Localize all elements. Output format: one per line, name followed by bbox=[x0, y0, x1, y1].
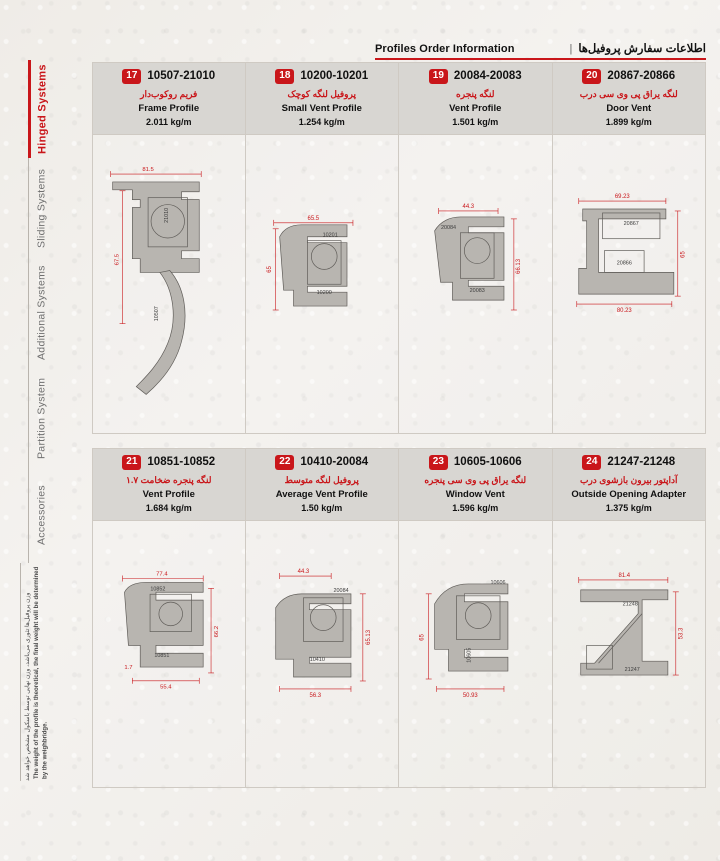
dim-label: 81.4 bbox=[618, 572, 630, 579]
profile-card-10200-10201[interactable] bbox=[246, 62, 400, 434]
card-code: 10605-10606 bbox=[453, 456, 522, 469]
side-rail bbox=[14, 60, 50, 800]
card-code: 10410-20084 bbox=[300, 456, 369, 469]
card-code: 10507-21010 bbox=[147, 70, 216, 83]
card-code: 21247-21248 bbox=[607, 456, 676, 469]
part-label: 10851 bbox=[154, 652, 170, 659]
card-weight: 1.684 kg/m bbox=[145, 502, 192, 513]
rail-label: Additional Systems bbox=[35, 265, 48, 361]
part-label: 10605 bbox=[466, 647, 473, 663]
dim-label: 77.4 bbox=[156, 571, 168, 578]
card-name-fa: فریم روکوب‌دار bbox=[140, 88, 198, 99]
dim-label: 67.5 bbox=[114, 253, 121, 265]
rail-item-additional-systems[interactable] bbox=[28, 258, 50, 368]
dim-label: 50.93 bbox=[462, 692, 478, 699]
dim-label: 65 bbox=[680, 250, 687, 258]
card-name-fa: آداپتور بیرون بازشوی درب bbox=[579, 474, 678, 485]
dim-label: 44.3 bbox=[462, 203, 475, 210]
dim-label: 65 bbox=[419, 633, 426, 641]
dim-label: 44.3 bbox=[297, 568, 309, 575]
profile-card-10851-10852[interactable] bbox=[92, 448, 246, 788]
card-drawing bbox=[553, 521, 706, 788]
rail-item-sliding-systems[interactable] bbox=[28, 158, 50, 258]
card-drawing bbox=[399, 135, 552, 434]
card-weight: 1.596 kg/m bbox=[452, 502, 499, 513]
card-number-badge: 23 bbox=[429, 455, 448, 470]
card-name-en: Frame Profile bbox=[138, 102, 200, 114]
part-label: 20084 bbox=[440, 224, 457, 231]
part-label: 10201 bbox=[322, 232, 338, 239]
card-number-badge: 18 bbox=[275, 69, 294, 84]
part-label: 10852 bbox=[150, 585, 166, 592]
card-weight: 1.50 kg/m bbox=[301, 502, 343, 513]
part-label: 20084 bbox=[333, 587, 349, 594]
profile-drawing-svg bbox=[399, 521, 552, 788]
profile-drawing-svg bbox=[246, 135, 399, 434]
part-label: 10507 bbox=[153, 305, 160, 321]
card-name-en: Door Vent bbox=[606, 102, 652, 114]
card-drawing bbox=[246, 521, 399, 788]
rail-item-accessories[interactable] bbox=[28, 468, 50, 563]
card-code-line bbox=[559, 455, 700, 470]
part-label: 10410 bbox=[309, 656, 325, 663]
card-header bbox=[246, 63, 399, 135]
rail-label: Accessories bbox=[35, 485, 48, 546]
rail-label: Sliding Systems bbox=[35, 168, 48, 248]
card-name-fa: لنگه پنجره ضخامت ۱.۷ bbox=[126, 474, 212, 485]
card-name-en: Window Vent bbox=[445, 488, 505, 500]
card-name-en: Vent Profile bbox=[142, 488, 195, 500]
card-code-line bbox=[252, 69, 393, 84]
profile-drawing-svg bbox=[553, 521, 706, 788]
dim-label: 80.23 bbox=[616, 307, 632, 314]
profile-card-21247-21248[interactable] bbox=[553, 448, 707, 788]
card-drawing bbox=[553, 135, 706, 434]
dim-label: 66.13 bbox=[515, 258, 522, 274]
profile-drawing-svg bbox=[399, 135, 552, 434]
card-name-fa: پروفیل لنگه متوسط bbox=[284, 474, 359, 485]
card-code-line bbox=[405, 455, 546, 470]
profile-card-20084-20083[interactable] bbox=[399, 62, 553, 434]
dim-label: 69.23 bbox=[614, 193, 630, 200]
card-name-fa: لنگه پنجره bbox=[456, 88, 495, 99]
part-label: 21247 bbox=[624, 666, 640, 673]
profile-card-10410-20084[interactable] bbox=[246, 448, 400, 788]
card-header bbox=[246, 449, 399, 521]
card-header bbox=[93, 63, 245, 135]
card-header bbox=[399, 449, 552, 521]
card-code: 20084-20083 bbox=[453, 70, 522, 83]
header-title-en: Profiles Order Information bbox=[375, 43, 515, 55]
card-number-badge: 24 bbox=[582, 455, 601, 470]
card-weight: 1.375 kg/m bbox=[605, 502, 652, 513]
part-label: 21010 bbox=[163, 207, 170, 223]
card-header bbox=[93, 449, 245, 521]
dim-label: 53.3 bbox=[678, 627, 685, 639]
rail-item-hinged-systems[interactable] bbox=[28, 60, 50, 158]
dim-label: 81.5 bbox=[142, 166, 154, 173]
card-header bbox=[553, 449, 706, 521]
card-weight: 2.011 kg/m bbox=[145, 116, 192, 127]
card-drawing bbox=[93, 521, 245, 788]
dim-label: 65.13 bbox=[365, 629, 372, 645]
profile-card-10507-21010[interactable] bbox=[92, 62, 246, 434]
part-label: 21248 bbox=[622, 601, 638, 608]
card-code-line bbox=[99, 69, 239, 84]
part-label: 20866 bbox=[616, 259, 632, 266]
rail-label: Partition System bbox=[35, 377, 48, 459]
dim-label: 65 bbox=[266, 265, 273, 273]
part-label: 20083 bbox=[469, 287, 485, 294]
card-code-line bbox=[559, 69, 700, 84]
card-name-en: Average Vent Profile bbox=[275, 488, 368, 500]
weight-disclaimer-fa: وزن پروفیل‌ها تئوری می‌باشد، وزن نهایی توسط باسکول مشخص خواهد شد bbox=[24, 592, 31, 781]
rail-label: Hinged Systems bbox=[36, 64, 49, 154]
dim-label: 65.5 bbox=[307, 215, 319, 222]
card-code: 20867-20866 bbox=[607, 70, 676, 83]
part-label: 10200 bbox=[316, 289, 332, 296]
dim-label: 55.4 bbox=[160, 684, 172, 691]
card-name-fa: پروفیل لنگه کوچک bbox=[287, 88, 356, 99]
card-number-badge: 22 bbox=[275, 455, 294, 470]
header-title-fa: اطلاعات سفارش پروفیل‌ها bbox=[578, 43, 706, 55]
card-name-en: Vent Profile bbox=[449, 102, 502, 114]
card-drawing bbox=[93, 135, 245, 434]
card-name-fa: لنگه یراق پی وی سی درب bbox=[579, 88, 678, 99]
card-weight: 1.501 kg/m bbox=[452, 116, 499, 127]
card-name-fa: لنگه یراق پی وی سی پنجره bbox=[424, 474, 527, 485]
card-header bbox=[399, 63, 552, 135]
profiles-row-2 bbox=[92, 448, 706, 788]
card-code-line bbox=[252, 455, 393, 470]
part-label: 10606 bbox=[490, 579, 506, 586]
card-code-line bbox=[405, 69, 546, 84]
card-number-badge: 20 bbox=[582, 69, 601, 84]
card-weight: 1.254 kg/m bbox=[298, 116, 345, 127]
profiles-grid bbox=[92, 62, 706, 788]
profile-drawing-svg bbox=[246, 521, 399, 788]
card-weight: 1.899 kg/m bbox=[605, 116, 652, 127]
card-number-badge: 21 bbox=[122, 455, 141, 470]
card-name-en: Small Vent Profile bbox=[281, 102, 362, 114]
profiles-row-1 bbox=[92, 62, 706, 434]
card-code: 10200-10201 bbox=[300, 70, 369, 83]
page-header bbox=[375, 38, 706, 60]
profile-drawing-svg bbox=[93, 135, 245, 434]
profile-drawing-svg bbox=[553, 135, 706, 434]
header-separator: | bbox=[569, 43, 573, 55]
part-label: 20867 bbox=[623, 220, 639, 227]
profile-card-20867-20866[interactable] bbox=[553, 62, 707, 434]
dim-label: 1.7 bbox=[124, 664, 133, 671]
card-name-en: Outside Opening Adapter bbox=[571, 488, 687, 500]
card-drawing bbox=[399, 521, 552, 788]
rail-item-partition-system[interactable] bbox=[28, 368, 50, 468]
card-code-line bbox=[99, 455, 239, 470]
card-header bbox=[553, 63, 706, 135]
dim-label: 56.3 bbox=[309, 692, 321, 699]
card-drawing bbox=[246, 135, 399, 434]
card-number-badge: 19 bbox=[429, 69, 448, 84]
weight-disclaimer bbox=[20, 563, 50, 781]
dim-label: 66.2 bbox=[213, 625, 220, 637]
profile-card-10605-10606[interactable] bbox=[399, 448, 553, 788]
profile-drawing-svg bbox=[93, 521, 245, 788]
card-code: 10851-10852 bbox=[147, 456, 216, 469]
weight-disclaimer-en: The weight of the profile is theoretical, the final weight will be determined by the weighbridge. bbox=[32, 566, 49, 779]
card-number-badge: 17 bbox=[122, 69, 141, 84]
